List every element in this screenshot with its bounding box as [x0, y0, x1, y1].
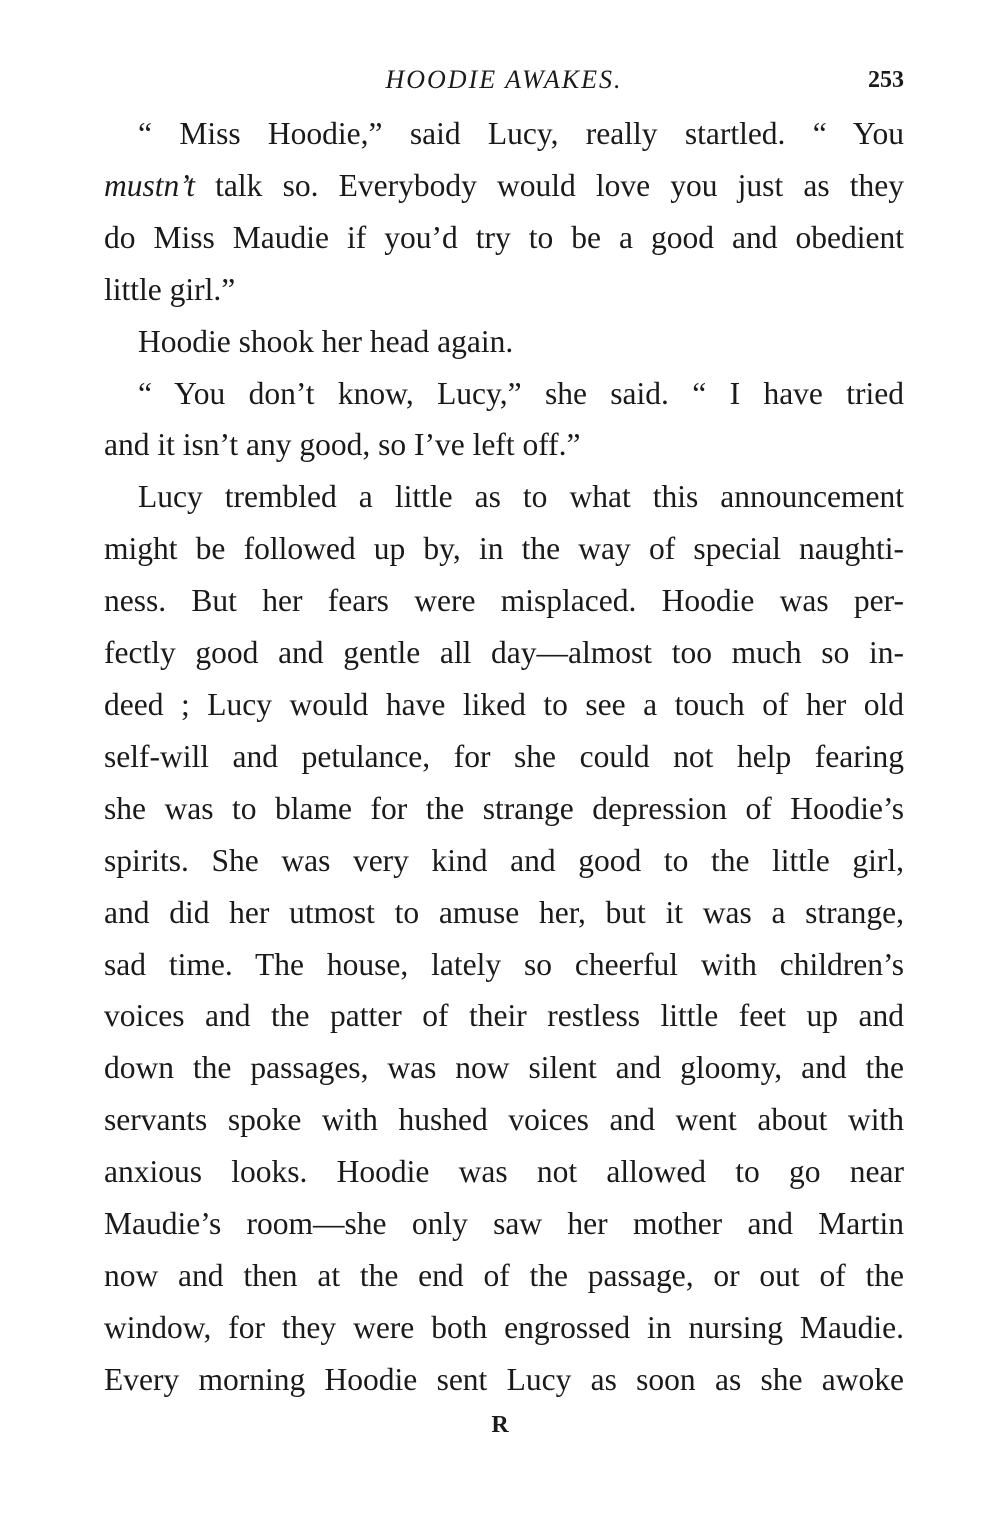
text-line: Maudie’s room—she only saw her mother and Martin	[104, 1206, 904, 1242]
text-line: self-will and petulance, for she could not help fearing	[104, 738, 904, 774]
page-number: 253	[868, 67, 904, 93]
text-line: servants spoke with hushed voices and went about with	[104, 1102, 904, 1138]
signature-mark: R	[491, 1412, 509, 1438]
text-line: she was to blame for the strange depression of Hoodie’s	[104, 790, 904, 826]
text-line: and it isn’t any good, so I’ve left off.”	[104, 427, 581, 463]
book-page	[104, 60, 904, 1406]
running-title: HOODIE AWAKES.	[385, 65, 623, 94]
text-line: down the passages, was now silent and gloomy, and the	[104, 1050, 904, 1086]
text-line: Hoodie shook her head again.	[138, 323, 514, 359]
text-line: “ Miss Hoodie,” said Lucy, really startled. “ You	[138, 116, 904, 151]
text-line: ness. But her fears were misplaced. Hoodie was per-	[104, 583, 904, 619]
text-line: Every morning Hoodie sent Lucy as soon as she awoke	[104, 1361, 904, 1397]
text-line: anxious looks. Hoodie was not allowed to go near	[104, 1154, 904, 1190]
page-header	[104, 60, 904, 108]
text-line: might be followed up by, in the way of special naughti-	[104, 531, 904, 567]
text-line: now and then at the end of the passage, or out of the	[104, 1257, 904, 1293]
text-line: sad time. The house, lately so cheerful with children’s	[104, 946, 904, 982]
text-line: “ You don’t know, Lucy,” she said. “ I have tried	[138, 375, 904, 411]
text-line: do Miss Maudie if you’d try to be a good and obedient	[104, 219, 904, 255]
body-text	[104, 108, 904, 1406]
text-line: spirits. She was very kind and good to the little girl,	[104, 842, 904, 878]
text-line: Lucy trembled a little as to what this announcement	[138, 479, 904, 515]
text-line: fectly good and gentle all day—almost too much so in-	[104, 635, 904, 671]
text-line: and did her utmost to amuse her, but it was a strange,	[104, 894, 904, 930]
text-line: voices and the patter of their restless little feet up and	[104, 998, 904, 1034]
text-line: deed ; Lucy would have liked to see a touch of her old	[104, 686, 904, 722]
text-line: little girl.”	[104, 271, 236, 307]
text-line: mustn’t talk so. Everybody would love you just as they	[104, 167, 904, 203]
text-line: window, for they were both engrossed in nursing Maudie.	[104, 1309, 904, 1345]
